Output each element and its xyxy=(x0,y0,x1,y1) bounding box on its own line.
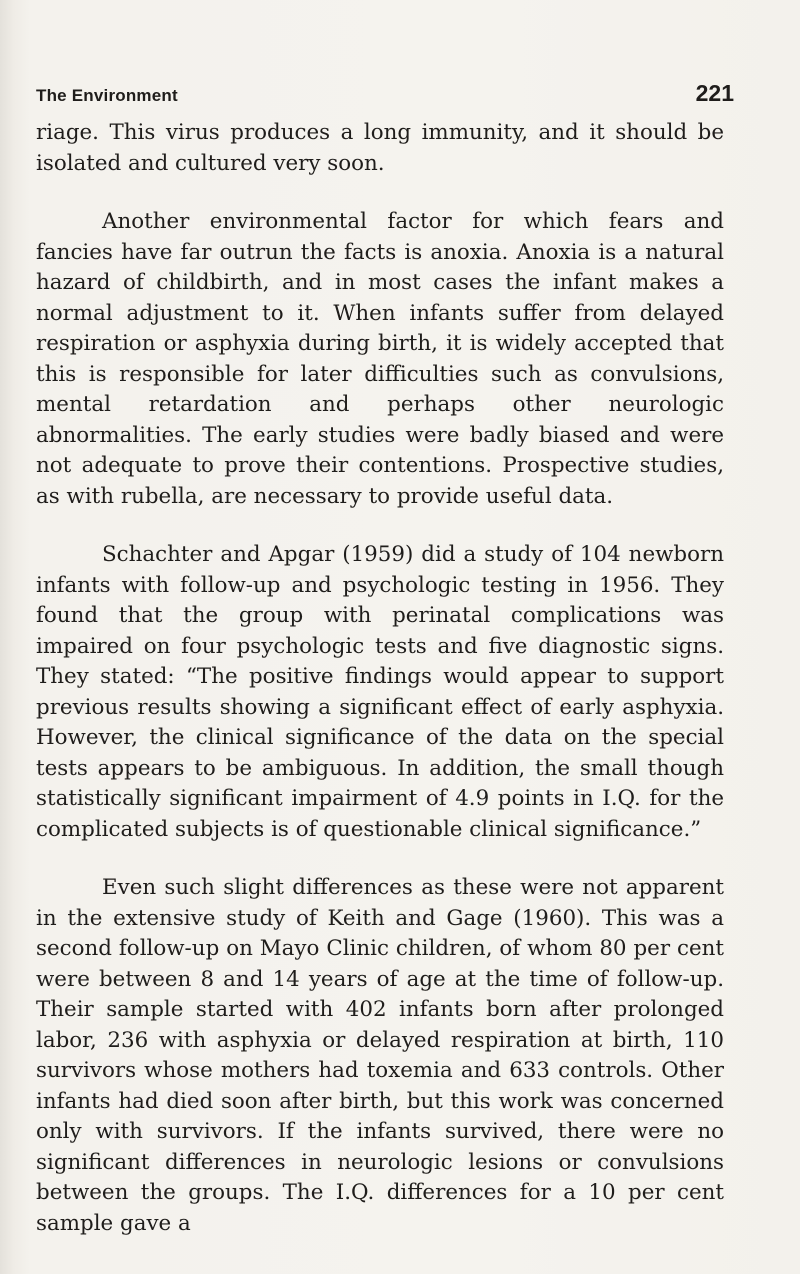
paragraph-keith-gage: Even such slight differences as these were not apparent in the extensive study of Keith and Gage (1960). This was a second follow-up on Mayo Clinic children, of whom 80 per cent were between 8 and 14 years of age at the time of follow-up. Their sample started with 402 infants born after prolonged labor, 236 with asphyxia or delayed respiration at birth, 110 survivors whose mothers had toxemia and 633 controls. Other infants had died soon after birth, but this work was concerned only with survivors. If the infants survived, there were no significant differences in neurologic lesions or convulsions between the groups. The I.Q. differences for a 10 per cent sample gave a xyxy=(36,875,724,1236)
paragraph-continuation: riage. This virus produces a long immunity, and it should be isolated and cultured very soon. xyxy=(36,120,724,176)
paragraph-anoxia: Another environmental factor for which fears and fancies have far outrun the facts is anoxia. Anoxia is a natural hazard of childbirth, and in most cases the infant makes a normal adjustment to it. When infants suffer from delayed respiration or asphyxia during birth, it is widely accepted that this is responsible for later difficulties such as convulsions, mental retardation and perhaps other neurologic abnormalities. The early studies were badly biased and were not adequate to prove their contentions. Prospective studies, as with rubella, are necessary to provide useful data. xyxy=(36,209,724,509)
page-number: 221 xyxy=(695,80,734,106)
running-title: The Environment xyxy=(36,86,178,105)
body-text xyxy=(36,118,724,1267)
page-header xyxy=(36,80,734,120)
paragraph-schachter-apgar: Schachter and Apgar (1959) did a study of 104 newborn infants with follow-up and psychologic testing in 1956. They found that the group with perinatal complications was impaired on four psychologic tests and five diagnostic signs. They stated: “The positive findings would appear to support previous results showing a significant effect of early asphyxia. However, the clinical significance of the data on the special tests appears to be ambiguous. In addition, the small though statistically significant impairment of 4.9 points in I.Q. for the complicated subjects is of questionable clinical significance.” xyxy=(36,542,724,842)
